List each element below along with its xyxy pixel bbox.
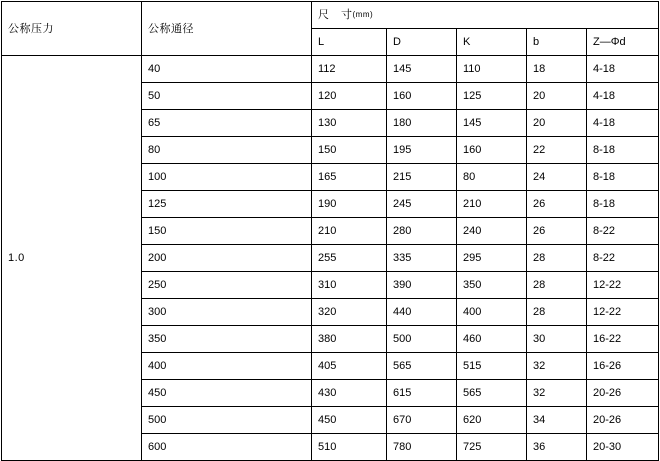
cell-b: 18 [527, 56, 587, 83]
cell-z: 20-30 [587, 434, 659, 461]
cell-k: 620 [457, 407, 527, 434]
pressure-value: 1.0 [2, 56, 142, 461]
cell-z: 4-18 [587, 83, 659, 110]
cell-z: 8-18 [587, 164, 659, 191]
cell-dn: 500 [142, 407, 312, 434]
cell-k: 145 [457, 110, 527, 137]
cell-l: 510 [312, 434, 387, 461]
cell-b: 32 [527, 380, 587, 407]
header-nominal-diameter: 公称通径 [142, 2, 312, 56]
cell-d: 670 [387, 407, 457, 434]
cell-l: 165 [312, 164, 387, 191]
cell-l: 112 [312, 56, 387, 83]
cell-k: 110 [457, 56, 527, 83]
cell-z: 4-18 [587, 110, 659, 137]
cell-dn: 100 [142, 164, 312, 191]
cell-l: 120 [312, 83, 387, 110]
cell-k: 350 [457, 272, 527, 299]
cell-d: 215 [387, 164, 457, 191]
cell-dn: 350 [142, 326, 312, 353]
header-col-k: K [457, 29, 527, 56]
cell-b: 26 [527, 218, 587, 245]
cell-b: 26 [527, 191, 587, 218]
table-row [2, 56, 659, 83]
cell-z: 16-26 [587, 353, 659, 380]
cell-k: 160 [457, 137, 527, 164]
cell-k: 240 [457, 218, 527, 245]
cell-d: 180 [387, 110, 457, 137]
cell-dn: 40 [142, 56, 312, 83]
cell-d: 280 [387, 218, 457, 245]
specification-table [1, 1, 659, 461]
cell-l: 190 [312, 191, 387, 218]
cell-b: 28 [527, 245, 587, 272]
cell-b: 20 [527, 110, 587, 137]
cell-dn: 150 [142, 218, 312, 245]
cell-d: 565 [387, 353, 457, 380]
cell-d: 780 [387, 434, 457, 461]
cell-d: 195 [387, 137, 457, 164]
header-col-b: b [527, 29, 587, 56]
cell-l: 450 [312, 407, 387, 434]
header-dimensions [312, 2, 659, 29]
cell-b: 24 [527, 164, 587, 191]
cell-k: 125 [457, 83, 527, 110]
cell-z: 8-22 [587, 218, 659, 245]
cell-b: 20 [527, 83, 587, 110]
cell-dn: 600 [142, 434, 312, 461]
header-dimensions-unit: (mm) [352, 10, 374, 19]
header-col-z-phi-d: Z—Φd [587, 29, 659, 56]
cell-b: 34 [527, 407, 587, 434]
cell-l: 310 [312, 272, 387, 299]
cell-d: 145 [387, 56, 457, 83]
cell-d: 615 [387, 380, 457, 407]
cell-dn: 200 [142, 245, 312, 272]
header-col-d: D [387, 29, 457, 56]
table-header-row-top [2, 2, 659, 29]
cell-l: 380 [312, 326, 387, 353]
cell-k: 295 [457, 245, 527, 272]
cell-k: 725 [457, 434, 527, 461]
cell-dn: 65 [142, 110, 312, 137]
cell-l: 150 [312, 137, 387, 164]
cell-z: 12-22 [587, 272, 659, 299]
cell-dn: 450 [142, 380, 312, 407]
cell-z: 20-26 [587, 380, 659, 407]
cell-d: 335 [387, 245, 457, 272]
cell-k: 400 [457, 299, 527, 326]
cell-l: 405 [312, 353, 387, 380]
cell-z: 8-22 [587, 245, 659, 272]
cell-b: 32 [527, 353, 587, 380]
cell-b: 30 [527, 326, 587, 353]
cell-k: 460 [457, 326, 527, 353]
cell-z: 12-22 [587, 299, 659, 326]
cell-dn: 300 [142, 299, 312, 326]
cell-z: 4-18 [587, 56, 659, 83]
cell-k: 80 [457, 164, 527, 191]
cell-dn: 250 [142, 272, 312, 299]
cell-b: 22 [527, 137, 587, 164]
cell-l: 255 [312, 245, 387, 272]
cell-d: 440 [387, 299, 457, 326]
header-dimensions-label: 尺 寸 [318, 9, 353, 21]
cell-z: 8-18 [587, 191, 659, 218]
cell-d: 245 [387, 191, 457, 218]
cell-l: 210 [312, 218, 387, 245]
cell-d: 500 [387, 326, 457, 353]
header-pressure: 公称压力 [2, 2, 142, 56]
cell-k: 515 [457, 353, 527, 380]
cell-l: 430 [312, 380, 387, 407]
cell-l: 130 [312, 110, 387, 137]
cell-b: 28 [527, 299, 587, 326]
cell-k: 565 [457, 380, 527, 407]
cell-z: 8-18 [587, 137, 659, 164]
cell-dn: 50 [142, 83, 312, 110]
cell-dn: 400 [142, 353, 312, 380]
cell-dn: 80 [142, 137, 312, 164]
cell-b: 28 [527, 272, 587, 299]
cell-z: 20-26 [587, 407, 659, 434]
header-col-l: L [312, 29, 387, 56]
cell-z: 16-22 [587, 326, 659, 353]
cell-d: 390 [387, 272, 457, 299]
cell-l: 320 [312, 299, 387, 326]
cell-dn: 125 [142, 191, 312, 218]
cell-b: 36 [527, 434, 587, 461]
cell-k: 210 [457, 191, 527, 218]
cell-d: 160 [387, 83, 457, 110]
